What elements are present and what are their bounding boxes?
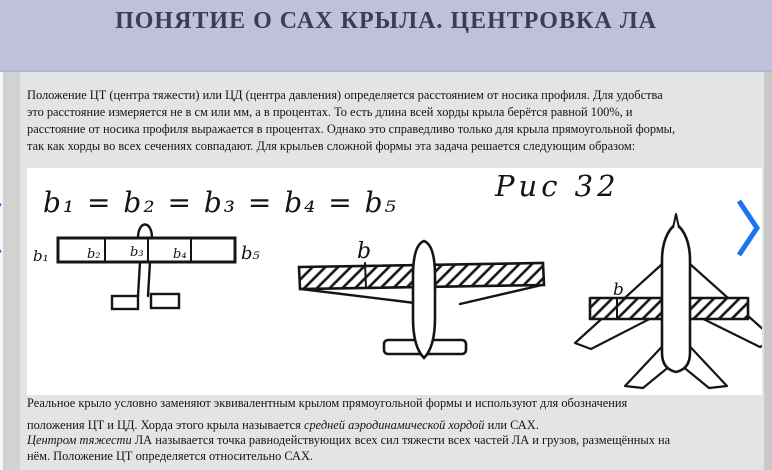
wing-rect [58, 238, 235, 262]
tailplane-right [151, 294, 179, 308]
text-line: Реальное крыло условно заменяют эквивалентным крылом прямоугольной формы и используют для обозначения [27, 396, 628, 410]
figure-ris-32 [27, 168, 762, 395]
previous-slide-button[interactable] [0, 200, 5, 256]
text-segment: или САХ. [484, 417, 539, 432]
text-line: это расстояние измеряется не в см или мм, а в процентах. То есть длина всей хорды крыла берётся равной 100%, и [27, 105, 633, 119]
wing-label-b2: b₂ [87, 247, 101, 262]
fuselage-nose [138, 225, 152, 239]
wing-trailing-edge-left [301, 289, 423, 304]
text-line: Положение ЦТ (центра тяжести) или ЦД (центра давления) определяется расстоянием от носика профиля. Для удобства [27, 88, 663, 102]
text-line: так как хорды во всех сечениях совпадают. Для крыльев сложной формы эта задача решается следующим образом: [27, 139, 636, 153]
outro-paragraph [27, 396, 757, 464]
nose-probe [673, 214, 679, 228]
chevron-left-icon [0, 200, 5, 256]
figure-sketch [27, 168, 762, 395]
text-segment: положения ЦТ и ЦД. Хорда этого крыла называется [27, 417, 304, 432]
text-segment-italic: Центром тяжести [27, 433, 132, 447]
fuselage [413, 241, 435, 358]
right-edge-strip [764, 72, 772, 470]
text-line: нём. Положение ЦТ определяется относительно САХ. [27, 448, 314, 463]
text-segment-italic: средней аэродинамической хордой [303, 417, 485, 432]
wing-label-b4: b₄ [173, 247, 187, 262]
fuselage-right-edge [148, 262, 150, 296]
wing-label-b1: b₁ [33, 247, 49, 265]
equation-label: b₁ = b₂ = b₃ = b₄ = b₅ [43, 186, 398, 219]
fuselage-left-edge [138, 262, 140, 296]
wing-label-b3: b₃ [130, 245, 144, 260]
next-slide-button[interactable] [733, 196, 763, 260]
text-line [27, 418, 757, 434]
text-line [27, 433, 757, 449]
slide-title: ПОНЯТИЕ О САХ КРЫЛА. ЦЕНТРОВКА ЛА [115, 8, 657, 34]
text-line: расстояние от носика профиля выражается в процентах. Однако это справедливо только для крыла прямоугольной формы, [27, 122, 676, 136]
wing-label-b5: b₅ [241, 243, 260, 264]
tailplane-left [112, 296, 138, 309]
fuselage [662, 224, 690, 372]
wing-trailing-edge-right [460, 285, 542, 304]
chevron-right-icon [733, 196, 763, 260]
chord-label-mid: b [357, 239, 372, 264]
glider-aircraft-sketch [299, 241, 544, 358]
chord-mark [365, 263, 366, 288]
slide-header [0, 0, 772, 72]
straight-wing-aircraft-sketch [58, 225, 235, 310]
chord-label-right: b [613, 280, 624, 300]
left-edge-strip [3, 72, 20, 470]
intro-paragraph [27, 87, 743, 155]
text-segment: ЛА называется точка равнодействующих всех сил тяжести всех частей ЛА и грузов, размещённых на [131, 433, 671, 447]
figure-caption: Рис 32 [495, 169, 620, 203]
